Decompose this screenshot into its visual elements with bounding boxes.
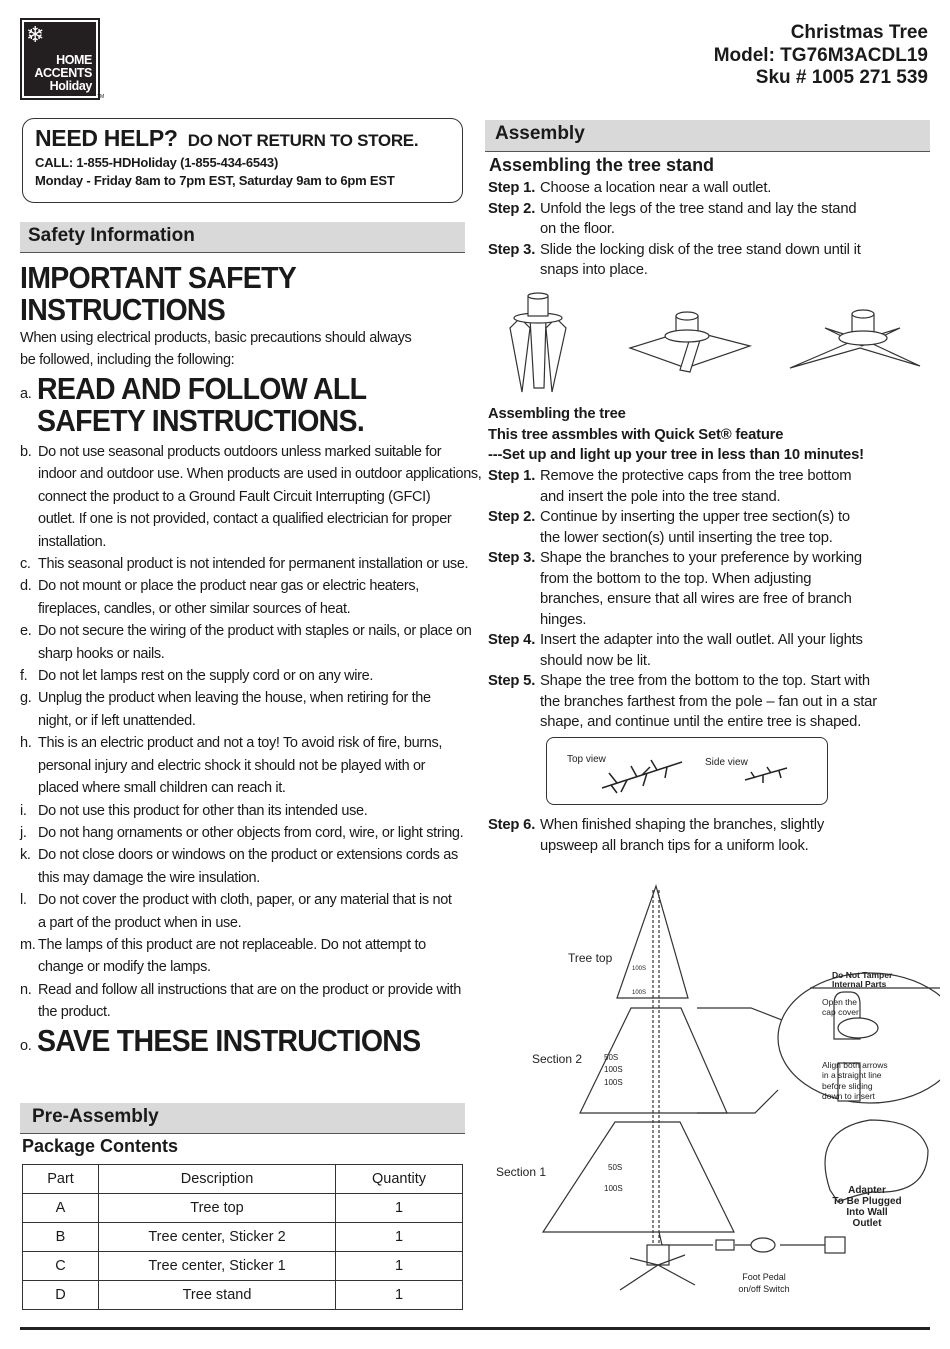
step-label: Step 5.	[488, 673, 536, 689]
item-line: Do not let lamps rest on the supply cord or on any wire.	[38, 668, 374, 685]
safety-item	[20, 553, 481, 575]
help-subtitle: DO NOT RETURN TO STORE.	[187, 131, 419, 150]
item-line: Do not use seasonal products outdoors unless marked suitable for	[38, 444, 442, 460]
step-label: Step 2.	[488, 509, 536, 525]
logo-text: HOME	[56, 53, 92, 67]
safety-intro	[20, 327, 411, 372]
table-cell: Tree center, Sticker 2	[99, 1223, 336, 1252]
item-line: connect the product to a Ground Fault Circuit Interrupting (GFCI)	[38, 488, 431, 505]
step-label: Step 6.	[488, 817, 536, 833]
table-cell: 1	[336, 1252, 463, 1281]
step-line	[488, 569, 877, 590]
step-label: Step 4.	[488, 632, 536, 648]
align-text: before sliding	[822, 1081, 873, 1091]
item-line: Do not use this product for other than its intended use.	[38, 802, 368, 819]
step-label: Step 2.	[488, 200, 536, 217]
item-line: The lamps of this product are not replaceable. Do not attempt to	[38, 936, 426, 953]
table-cell: 1	[336, 1281, 463, 1310]
step-line	[488, 630, 877, 651]
safety-item	[20, 441, 481, 553]
adapter-text: Adapter	[848, 1185, 886, 1196]
logo-text: ACCENTS	[34, 66, 92, 80]
item-key: h.	[20, 735, 32, 752]
stand-title: Assembling the tree stand	[489, 155, 715, 175]
item-line: installation.	[38, 533, 106, 550]
item-line: Read and follow all instructions that are on the product or provide with	[38, 981, 461, 998]
step-line	[488, 487, 877, 508]
tamper-warning: Do Not Tamper	[832, 970, 893, 980]
tamper-warning: Internal Parts	[832, 979, 887, 989]
step-line	[488, 610, 877, 631]
adapter-text: Into Wall	[846, 1207, 888, 1218]
item-line: Do not secure the wiring of the product with staples or nails, or place on	[38, 623, 472, 640]
item-line: change or modify the lamps.	[38, 959, 211, 976]
step-line	[488, 712, 877, 733]
table-cell: A	[23, 1194, 99, 1223]
safety-item	[20, 934, 481, 979]
step-text: on the floor.	[540, 221, 615, 237]
stand-steps	[488, 178, 861, 281]
step-text: and insert the pole into the tree stand.	[540, 488, 781, 505]
item-line: Do not hang ornaments or other objects from cord, wire, or light string.	[38, 824, 464, 841]
item-key: f.	[20, 668, 28, 685]
step-line: When finished shaping the branches, slightly	[540, 817, 825, 833]
step-text: Choose a location near a wall outlet.	[540, 180, 772, 196]
safety-information-bar: Safety Information	[20, 222, 465, 253]
item-line: the product.	[38, 1004, 111, 1021]
foot-pedal-label: Foot Pedal	[742, 1272, 786, 1282]
item-key: j.	[20, 824, 27, 841]
safety-heading	[20, 262, 296, 326]
item-line: Do not mount or place the product near gas or electric heaters,	[38, 578, 419, 595]
heading-line: INSTRUCTIONS	[20, 292, 226, 327]
pre-assembly-bar: Pre-Assembly	[20, 1103, 465, 1134]
sku-number: Sku # 1005 271 539	[755, 67, 928, 88]
safety-list	[20, 441, 481, 1024]
table-cell: 1	[336, 1223, 463, 1252]
section-1-label: Section 1	[496, 1165, 547, 1179]
safety-item	[20, 665, 481, 687]
item-line: indoor and outdoor use. When products are used in outdoor applications,	[38, 466, 482, 483]
model-number: Model: TG76M3ACDL19	[713, 44, 928, 66]
light-label: 50S	[608, 1163, 623, 1172]
item-line: outlet. If one is not provided, contact a qualified electrician for proper	[38, 511, 452, 528]
foot-pedal-icon	[751, 1238, 775, 1252]
intro-line: be followed, including the following:	[20, 352, 235, 369]
tree-assembly-diagram	[480, 880, 940, 1300]
heading-line: READ AND FOLLOW ALL	[37, 371, 367, 406]
table-cell: 1	[336, 1194, 463, 1223]
column-header: Quantity	[336, 1165, 463, 1194]
step-text: snaps into place.	[540, 262, 648, 278]
step-line	[488, 240, 861, 261]
item-key: d.	[20, 578, 32, 595]
adapter-text: Outlet	[852, 1218, 882, 1229]
item-line: personal injury and electric shock it should not be played with or	[38, 757, 426, 774]
open-cap-text: cap cover	[822, 1007, 859, 1017]
step-text: the lower section(s) until inserting the tree top.	[540, 529, 833, 546]
document-header	[714, 22, 928, 90]
heading-line: IMPORTANT SAFETY	[20, 260, 297, 295]
section-2-label: Section 2	[532, 1052, 583, 1066]
help-hours: Monday - Friday 8am to 7pm EST, Saturday 9am to 6pm EST	[35, 173, 395, 188]
help-title: NEED HELP?	[35, 125, 178, 151]
step-line	[488, 466, 877, 487]
item-key: m.	[20, 936, 36, 953]
step-line	[488, 548, 877, 569]
safety-item-o	[20, 1025, 454, 1057]
item-line: sharp hooks or nails.	[38, 645, 165, 662]
light-label: 100S	[604, 1065, 623, 1074]
light-label: 100S	[632, 966, 647, 972]
step-line	[488, 260, 861, 281]
step-line: upsweep all branch tips for a uniform look.	[540, 837, 809, 854]
item-line: a part of the product when in use.	[38, 914, 242, 931]
package-contents-table	[22, 1164, 463, 1310]
setup-note: ---Set up and light up your tree in less than 10 minutes!	[488, 447, 864, 463]
item-line: night, or if left unattended.	[38, 712, 196, 729]
table-cell: Tree center, Sticker 1	[99, 1252, 336, 1281]
quickset-note: This tree assmbles with Quick Set® feature	[488, 426, 784, 443]
light-label: 100S	[604, 1078, 623, 1087]
item-key: c.	[20, 556, 31, 573]
tree-title: Assembling the tree	[488, 406, 626, 422]
table-row	[23, 1223, 463, 1252]
table-cell: D	[23, 1281, 99, 1310]
side-view-label: Side view	[705, 757, 748, 768]
adapter-plug-icon	[825, 1237, 845, 1253]
item-key: i.	[20, 802, 27, 819]
safety-item	[20, 687, 481, 732]
tree-section-1	[543, 1122, 734, 1232]
step-label: Step 3.	[488, 550, 536, 566]
step-text: should now be lit.	[540, 652, 651, 669]
assembly-bar: Assembly	[485, 120, 930, 152]
item-line: Do not close doors or windows on the product or extensions cords as	[38, 847, 458, 864]
trademark: TM	[97, 94, 105, 100]
table-cell: B	[23, 1223, 99, 1252]
step-line	[488, 671, 877, 692]
safety-item	[20, 844, 481, 889]
step-line	[488, 528, 877, 549]
safety-item	[20, 732, 481, 799]
safety-item	[20, 822, 481, 844]
item-key: o.	[20, 1038, 32, 1054]
open-cap-text: Open the	[822, 997, 857, 1007]
item-line: this may damage the wire insulation.	[38, 869, 260, 886]
table-row	[23, 1281, 463, 1310]
table-row	[23, 1252, 463, 1281]
step-line	[488, 692, 877, 713]
adapter-text: To Be Plugged	[832, 1196, 902, 1207]
light-label: 50S	[604, 1053, 619, 1062]
item-line: placed where small children can reach it.	[38, 780, 286, 797]
step-text: Remove the protective caps from the tree bottom	[540, 468, 852, 484]
column-header: Description	[99, 1165, 336, 1194]
safety-item	[20, 889, 481, 934]
side-view-branch-icon	[745, 767, 787, 783]
tree-stand-illustrations	[500, 288, 930, 398]
step-text: Insert the adapter into the wall outlet. All your lights	[540, 632, 863, 648]
item-line: Do not cover the product with cloth, paper, or any material that is not	[38, 892, 452, 909]
light-label: 100S	[604, 1184, 623, 1193]
item-key: g.	[20, 690, 32, 707]
step-line	[488, 199, 861, 220]
step-label: Step 3.	[488, 241, 536, 258]
align-text: in a straight line	[822, 1070, 882, 1080]
help-phone: CALL: 1-855-HDHoliday (1-855-434-6543)	[35, 155, 279, 170]
package-contents-title: Package Contents	[22, 1136, 179, 1156]
safety-item	[20, 979, 481, 1024]
align-text: down to insert	[822, 1091, 875, 1101]
assembling-tree-header	[488, 404, 864, 466]
logo-text: Holiday	[49, 79, 92, 93]
save-instructions: SAVE THESE INSTRUCTIONS	[37, 1023, 421, 1058]
step-text: Unfold the legs of the tree stand and lay the stand	[540, 200, 857, 217]
table-cell: Tree stand	[99, 1281, 336, 1310]
step-text: Slide the locking disk of the tree stand down until it	[540, 241, 861, 258]
item-line: Unplug the product when leaving the house, when retiring for the	[38, 690, 431, 707]
top-view-branch-icon	[602, 760, 682, 793]
item-key: n.	[20, 981, 32, 998]
intro-line: When using electrical products, basic precautions should always	[20, 330, 412, 346]
item-line: This seasonal product is not intended for permanent installation or use.	[38, 556, 469, 573]
step-text: branches, ensure that all wires are free of branch	[540, 591, 852, 607]
step-line	[488, 507, 877, 528]
snowflake-icon: ❄	[26, 22, 45, 47]
step-text: Continue by inserting the upper tree section(s) to	[540, 509, 850, 525]
item-line: This is an electric product and not a toy! To avoid risk of fire, burns,	[38, 735, 443, 752]
product-title: Christmas Tree	[790, 22, 928, 43]
step-line	[488, 651, 877, 672]
step-line	[488, 589, 877, 610]
step-label: Step 1.	[488, 468, 536, 484]
step-label: Step 1.	[488, 180, 536, 196]
safety-item	[20, 800, 481, 822]
safety-item	[20, 620, 481, 665]
table-header-row	[23, 1165, 463, 1194]
item-line: fireplaces, candles, or other similar sources of heat.	[38, 600, 351, 617]
item-key: b.	[20, 444, 32, 460]
safety-item-a	[20, 373, 395, 437]
table-cell: Tree top	[99, 1194, 336, 1223]
locked-stand-image	[790, 310, 920, 368]
foot-pedal-label: on/off Switch	[738, 1284, 790, 1294]
column-header: Part	[23, 1165, 99, 1194]
light-label: 100S	[632, 990, 647, 996]
item-key: l.	[20, 892, 27, 909]
step-line	[488, 219, 861, 240]
step-text: the branches farthest from the pole – fan out in a star	[540, 693, 877, 710]
footer-divider	[20, 1327, 930, 1330]
step-text: from the bottom to the top. When adjusting	[540, 570, 812, 587]
folded-stand-image	[510, 293, 566, 392]
table-row	[23, 1194, 463, 1223]
branch-view-box	[546, 737, 828, 805]
item-key: e.	[20, 623, 32, 640]
item-key: a.	[20, 386, 32, 402]
cord-connector	[716, 1240, 734, 1250]
tree-top-label: Tree top	[568, 951, 613, 965]
tree-steps	[488, 466, 877, 733]
item-key: k.	[20, 847, 31, 864]
item-a-text	[37, 373, 366, 437]
need-help-box	[22, 118, 463, 203]
table-cell: C	[23, 1252, 99, 1281]
step-text: Shape the branches to your preference by working	[540, 550, 862, 566]
step-text: hinges.	[540, 611, 587, 628]
heading-line: SAFETY INSTRUCTIONS.	[37, 403, 365, 438]
step-text: shape, and continue until the entire tree is shaped.	[540, 714, 862, 730]
step-6	[488, 815, 824, 856]
unfolded-stand-image	[630, 312, 750, 372]
step-line	[488, 178, 861, 199]
align-text: Align both arrows	[822, 1060, 888, 1070]
step-text: Shape the tree from the bottom to the top. Start with	[540, 673, 870, 689]
top-view-label: Top view	[567, 754, 606, 765]
safety-item	[20, 575, 481, 620]
